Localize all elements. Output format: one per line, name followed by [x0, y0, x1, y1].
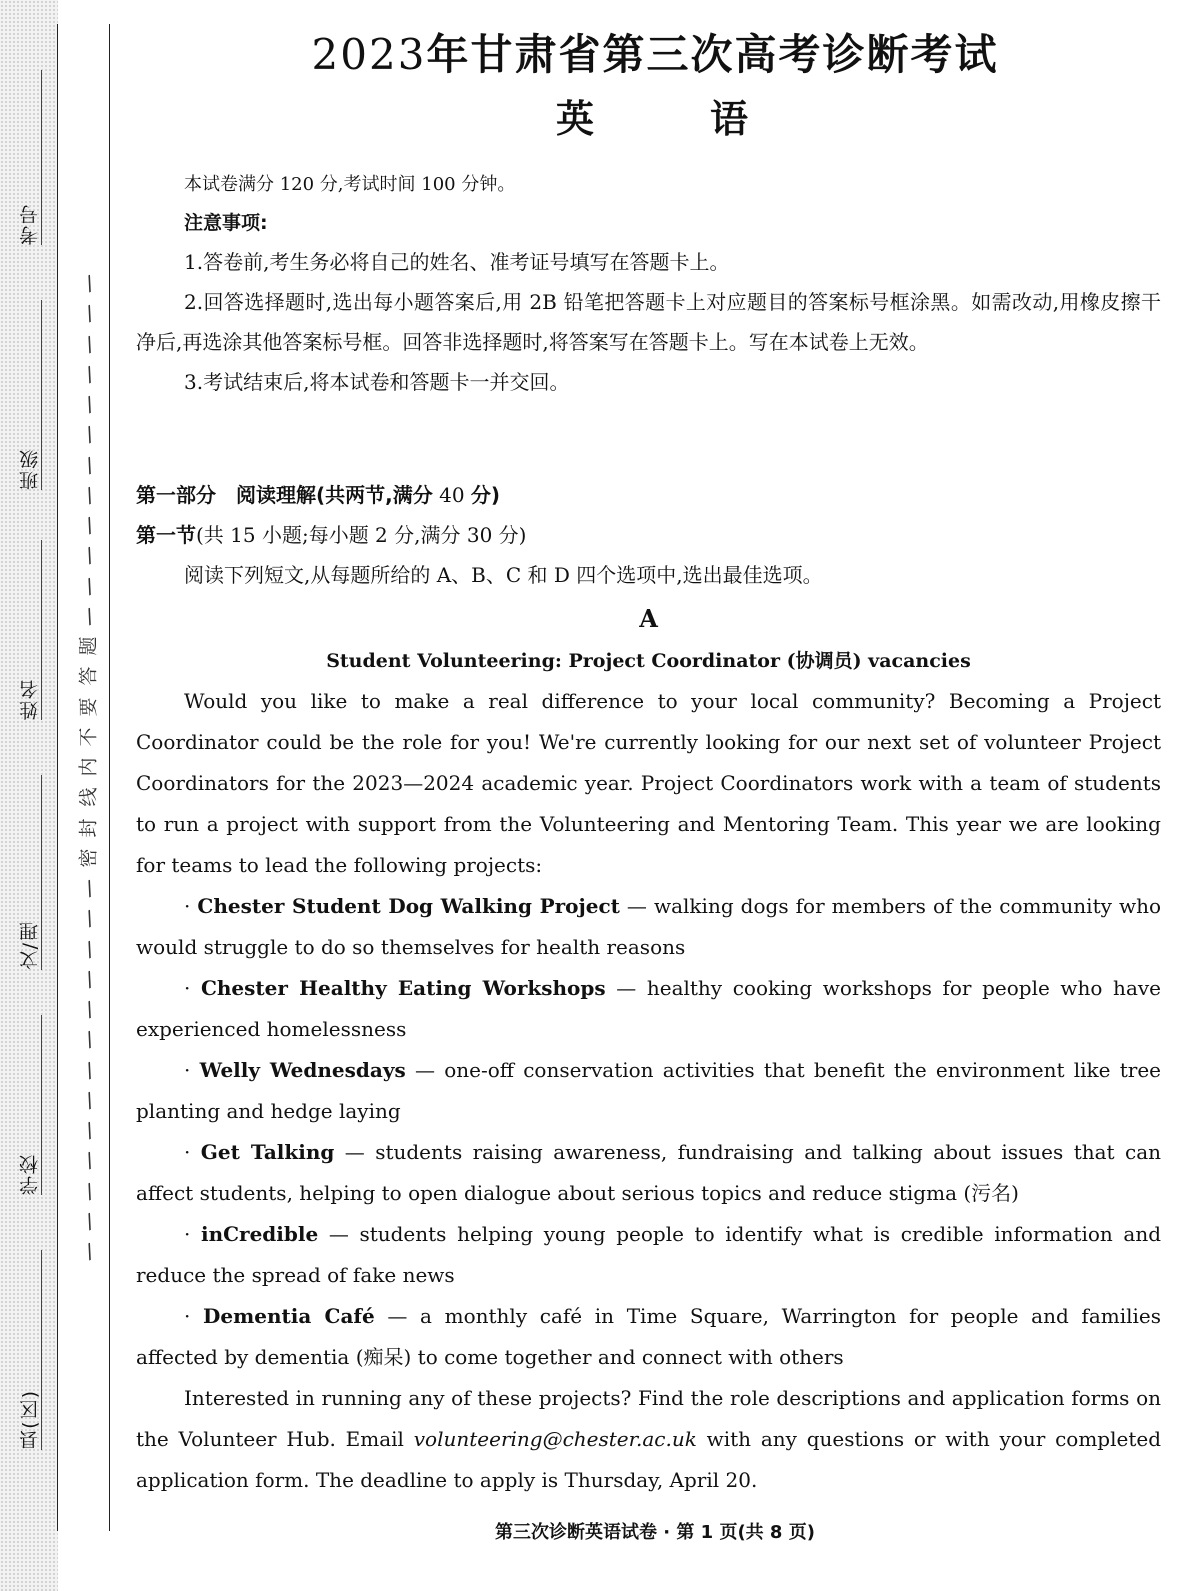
field-school[interactable] [10, 1015, 56, 1195]
field-label: 姓名 [19, 678, 41, 720]
passage-label: A [639, 604, 658, 633]
seal-slash: / [81, 1026, 97, 1052]
seal-slash: / [81, 361, 97, 387]
exam-title: 2023年甘肃省第三次高考诊断考试 [311, 30, 999, 79]
project-name: Get Talking [200, 1140, 335, 1164]
email-link[interactable]: volunteering@chester.ac.uk [413, 1427, 697, 1451]
seal-slash: / [81, 936, 97, 961]
bullet-dot: · [184, 976, 201, 1000]
part-one [136, 475, 1161, 1501]
directions: 阅读下列短文,从每题所给的 A、B、C 和 D 四个选项中,选出最佳选项。 [184, 563, 823, 587]
seal-slash: / [81, 331, 97, 356]
binding-border-line [57, 24, 58, 1531]
subject-title: 英 语 [555, 96, 755, 141]
project-item [136, 1132, 1161, 1214]
project-item [136, 1214, 1161, 1296]
seal-slash: / [81, 573, 97, 598]
project-desc: — one-off conservation activities that benefit the environment like tree planting and hedge laying [136, 1058, 1162, 1123]
seal-char: 内 [77, 757, 100, 777]
bullet-dot: · [184, 1140, 201, 1164]
instructions [136, 166, 1161, 402]
bullet-dot: · [184, 1058, 200, 1082]
seal-char: 题 [77, 636, 100, 656]
seal-slash: / [81, 300, 97, 326]
intro-text: 本试卷满分 120 分,考试时间 100 分钟。 [184, 174, 516, 195]
project-name: Welly Wednesdays [199, 1058, 406, 1082]
instruction-item: 2.回答选择题时,选出每小题答案后,用 2B 铅笔把答题卡上对应题目的答案标号框涂黑。如需改动,用橡皮擦干净后,再选涂其他答案标号框。回答非选择题时,将答案写在答题卡上。写在本试卷上无效。 [136, 290, 1161, 354]
seal-slash: / [81, 1087, 97, 1113]
seal-slash: / [81, 1208, 97, 1234]
seal-char: 答 [77, 666, 100, 686]
project-item [136, 1050, 1161, 1132]
project-desc: — a monthly café in Time Square, Warrington for people and families affected by dementia (痴呆) to come together and connect with others [136, 1304, 1161, 1369]
passage-closing: Interested in running any of these projects? Find the role descriptions and application forms on the Volunteer Hub. Email volunteering@chester.ac.uk with any questions or with your completed application form. The deadline to apply is Thursday, April 20. [136, 1386, 1161, 1492]
seal-slash: / [81, 421, 97, 447]
project-desc: — walking dogs for members of the community who would struggle to do so themselves for health reasons [136, 894, 1161, 959]
project-name: Dementia Café [203, 1304, 375, 1328]
field-arts-science[interactable] [10, 775, 56, 970]
seal-slash: / [81, 512, 97, 538]
seal-char: 要 [77, 696, 100, 717]
seal-slash: / [81, 482, 97, 508]
seal-slash: / [81, 905, 97, 931]
passage-title: Student Volunteering: Project Coordinator (协调员) vacancies [326, 650, 971, 672]
seal-slash: / [81, 452, 97, 477]
seal-border-line [109, 24, 110, 1531]
field-label: 考号 [19, 203, 41, 245]
seal-slash: / [81, 966, 97, 992]
field-county-district[interactable] [10, 1250, 56, 1450]
field-label: 文/理 [19, 919, 41, 970]
seal-char: 封 [77, 817, 100, 838]
seal-slash: / [81, 1057, 97, 1082]
project-item [136, 1296, 1161, 1378]
seal-char: 不 [77, 727, 100, 747]
field-name[interactable] [10, 540, 56, 720]
field-label: 学校 [19, 1153, 41, 1195]
seal-slash: / [81, 875, 97, 901]
instruction-item: 1.答卷前,考生务必将自己的姓名、准考证号填写在答题卡上。 [184, 250, 730, 274]
project-list [136, 886, 1161, 1378]
field-label: 班级 [19, 448, 41, 490]
bullet-dot: · [184, 1304, 204, 1328]
project-item [136, 968, 1161, 1050]
seal-slash: / [81, 1117, 97, 1143]
field-class[interactable] [10, 300, 56, 490]
seal-slash: / [81, 1238, 97, 1264]
section-heading: 第一节(共 15 小题;每小题 2 分,满分 30 分) [136, 523, 527, 547]
field-label: 县(区) [19, 1389, 41, 1450]
instruction-item: 3.考试结束后,将本试卷和答题卡一并交回。 [184, 370, 570, 394]
bullet-dot: · [184, 1222, 201, 1246]
notice-title: 注意事项: [184, 212, 268, 234]
page-footer: 第三次诊断英语试卷 · 第 1 页(共 8 页) [495, 1522, 815, 1543]
project-name: Chester Healthy Eating Workshops [200, 976, 606, 1000]
seal-slash: / [81, 1178, 97, 1203]
seal-slash: / [81, 996, 97, 1022]
seal-slash: / [81, 603, 97, 629]
seal-line-notice [72, 272, 106, 1262]
project-desc: — students raising awareness, fundraising and talking about issues that can affect students, helping to open dialogue about serious topics and reduce stigma (污名) [136, 1140, 1161, 1205]
seal-slash: / [81, 270, 97, 296]
field-exam-number[interactable] [10, 70, 56, 245]
seal-slash: / [81, 391, 97, 417]
seal-slash: / [81, 542, 97, 568]
seal-char: 密 [77, 848, 100, 868]
project-name: Chester Student Dog Walking Project [197, 894, 620, 918]
project-desc: — students helping young people to identify what is credible information and reduce the spread of fake news [136, 1222, 1161, 1287]
passage-intro: Would you like to make a real difference to your local community? Becoming a Project Coordinator could be the role for you! We're currently looking for our next set of volunteer Project Coordinators for the 2023—2024 academic year. Project Coordinators work with a team of students to run a project with support from the Volunteering and Mentoring Team. This year we are looking for teams to lead the following projects: [136, 689, 1161, 877]
seal-slash: / [81, 1147, 97, 1173]
project-name: inCredible [200, 1222, 319, 1246]
project-desc: — healthy cooking workshops for people who have experienced homelessness [136, 976, 1161, 1041]
seal-char: 线 [77, 787, 100, 807]
bullet-dot: · [184, 894, 198, 918]
part-heading: 第一部分 阅读理解(共两节,满分 40 分) [136, 483, 501, 507]
project-item [136, 886, 1161, 968]
